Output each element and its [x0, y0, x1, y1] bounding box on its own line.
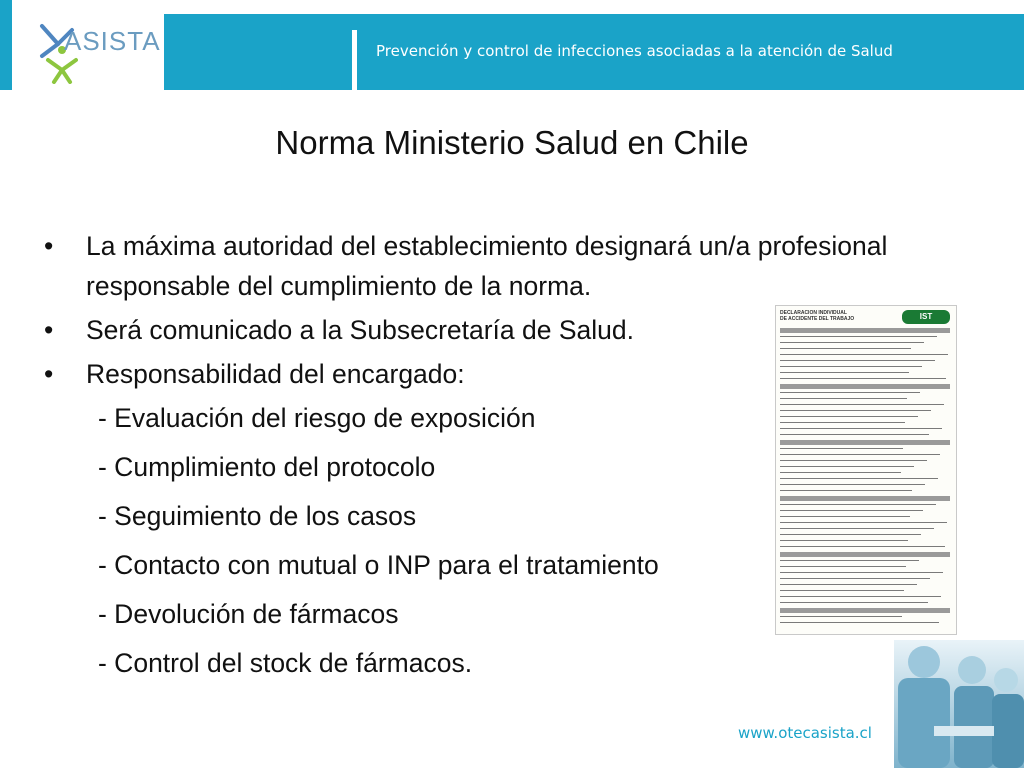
form-rule: [780, 566, 906, 567]
form-rule: [780, 428, 942, 429]
form-section-bar: [780, 440, 950, 445]
form-rule: [780, 422, 905, 423]
form-rule: [780, 448, 903, 449]
sub-item: - Seguimiento de los casos: [98, 501, 417, 531]
form-rule: [780, 578, 930, 579]
form-rule: [780, 516, 910, 517]
form-rule: [780, 590, 904, 591]
sub-item: - Evaluación del riesgo de exposición: [98, 403, 536, 433]
form-rule: [780, 528, 934, 529]
sub-item: - Cumplimiento del protocolo: [98, 452, 436, 482]
form-heading-line: DE ACCIDENTE DEL TRABAJO: [780, 316, 855, 322]
form-rule: [780, 472, 901, 473]
bullet-dot-icon: •: [44, 315, 54, 345]
form-rule: [780, 510, 923, 511]
form-rule: [780, 372, 909, 373]
bullet-text: Responsabilidad del encargado:: [86, 359, 465, 389]
form-heading-line: DECLARACION INDIVIDUAL: [780, 310, 847, 316]
form-rule: [780, 378, 946, 379]
form-rule: [780, 354, 948, 355]
header-bar: [0, 0, 1024, 90]
form-rule: [780, 434, 929, 435]
form-rule: [780, 404, 944, 405]
form-rule: [780, 490, 912, 491]
form-rule: [780, 572, 943, 573]
header-subtitle: Prevención y control de infecciones asociadas a la atención de Salud: [376, 42, 893, 60]
form-rule: [780, 410, 931, 411]
form-rule: [780, 622, 939, 623]
form-rule: [780, 460, 927, 461]
form-rule: [780, 596, 941, 597]
ist-logo: IST: [902, 310, 950, 324]
bullet-text: La máxima autoridad del establecimiento designará un/a profesional responsable del cumplimiento de la norma.: [86, 231, 888, 301]
form-rule: [780, 522, 947, 523]
form-section-bar: [780, 552, 950, 557]
sub-item: - Devolución de fármacos: [98, 599, 399, 629]
logo: [12, 0, 164, 90]
form-rule: [780, 602, 928, 603]
form-rule: [780, 366, 922, 367]
form-rule: [780, 560, 919, 561]
form-rule: [780, 478, 938, 479]
form-section-bar: [780, 384, 950, 389]
form-heading: [780, 310, 854, 322]
bullet-dot-icon: •: [44, 359, 54, 389]
accident-form-image: [775, 305, 957, 635]
form-rule: [780, 392, 920, 393]
bullet-dot-icon: •: [44, 231, 54, 261]
form-section-bar: [780, 328, 950, 333]
form-rule: [780, 360, 935, 361]
header-left-accent: [0, 0, 12, 90]
header-divider: [352, 30, 357, 90]
logo-text: ASISTA: [64, 26, 161, 56]
form-rule: [780, 342, 924, 343]
form-rule: [780, 348, 911, 349]
slide-title: Norma Ministerio Salud en Chile: [275, 124, 749, 161]
form-rule: [780, 336, 937, 337]
form-rule: [780, 504, 936, 505]
sub-item: - Control del stock de fármacos.: [98, 648, 473, 678]
form-rule: [780, 540, 908, 541]
medical-team-photo: [894, 640, 1024, 768]
form-rule: [780, 466, 914, 467]
form-rule: [780, 584, 917, 585]
form-rule: [780, 398, 907, 399]
form-rule: [780, 416, 918, 417]
form-rule: [780, 484, 925, 485]
footer-url: www.otecasista.cl: [738, 724, 872, 742]
form-rule: [780, 616, 902, 617]
sub-item: - Contacto con mutual o INP para el tratamiento: [98, 550, 659, 580]
form-rule: [780, 534, 921, 535]
form-rule: [780, 454, 940, 455]
form-section-bar: [780, 608, 950, 613]
form-rule: [780, 546, 945, 547]
form-section-bar: [780, 496, 950, 501]
bullet-item: [44, 226, 904, 306]
bullet-text: Será comunicado a la Subsecretaría de Salud.: [86, 315, 634, 345]
